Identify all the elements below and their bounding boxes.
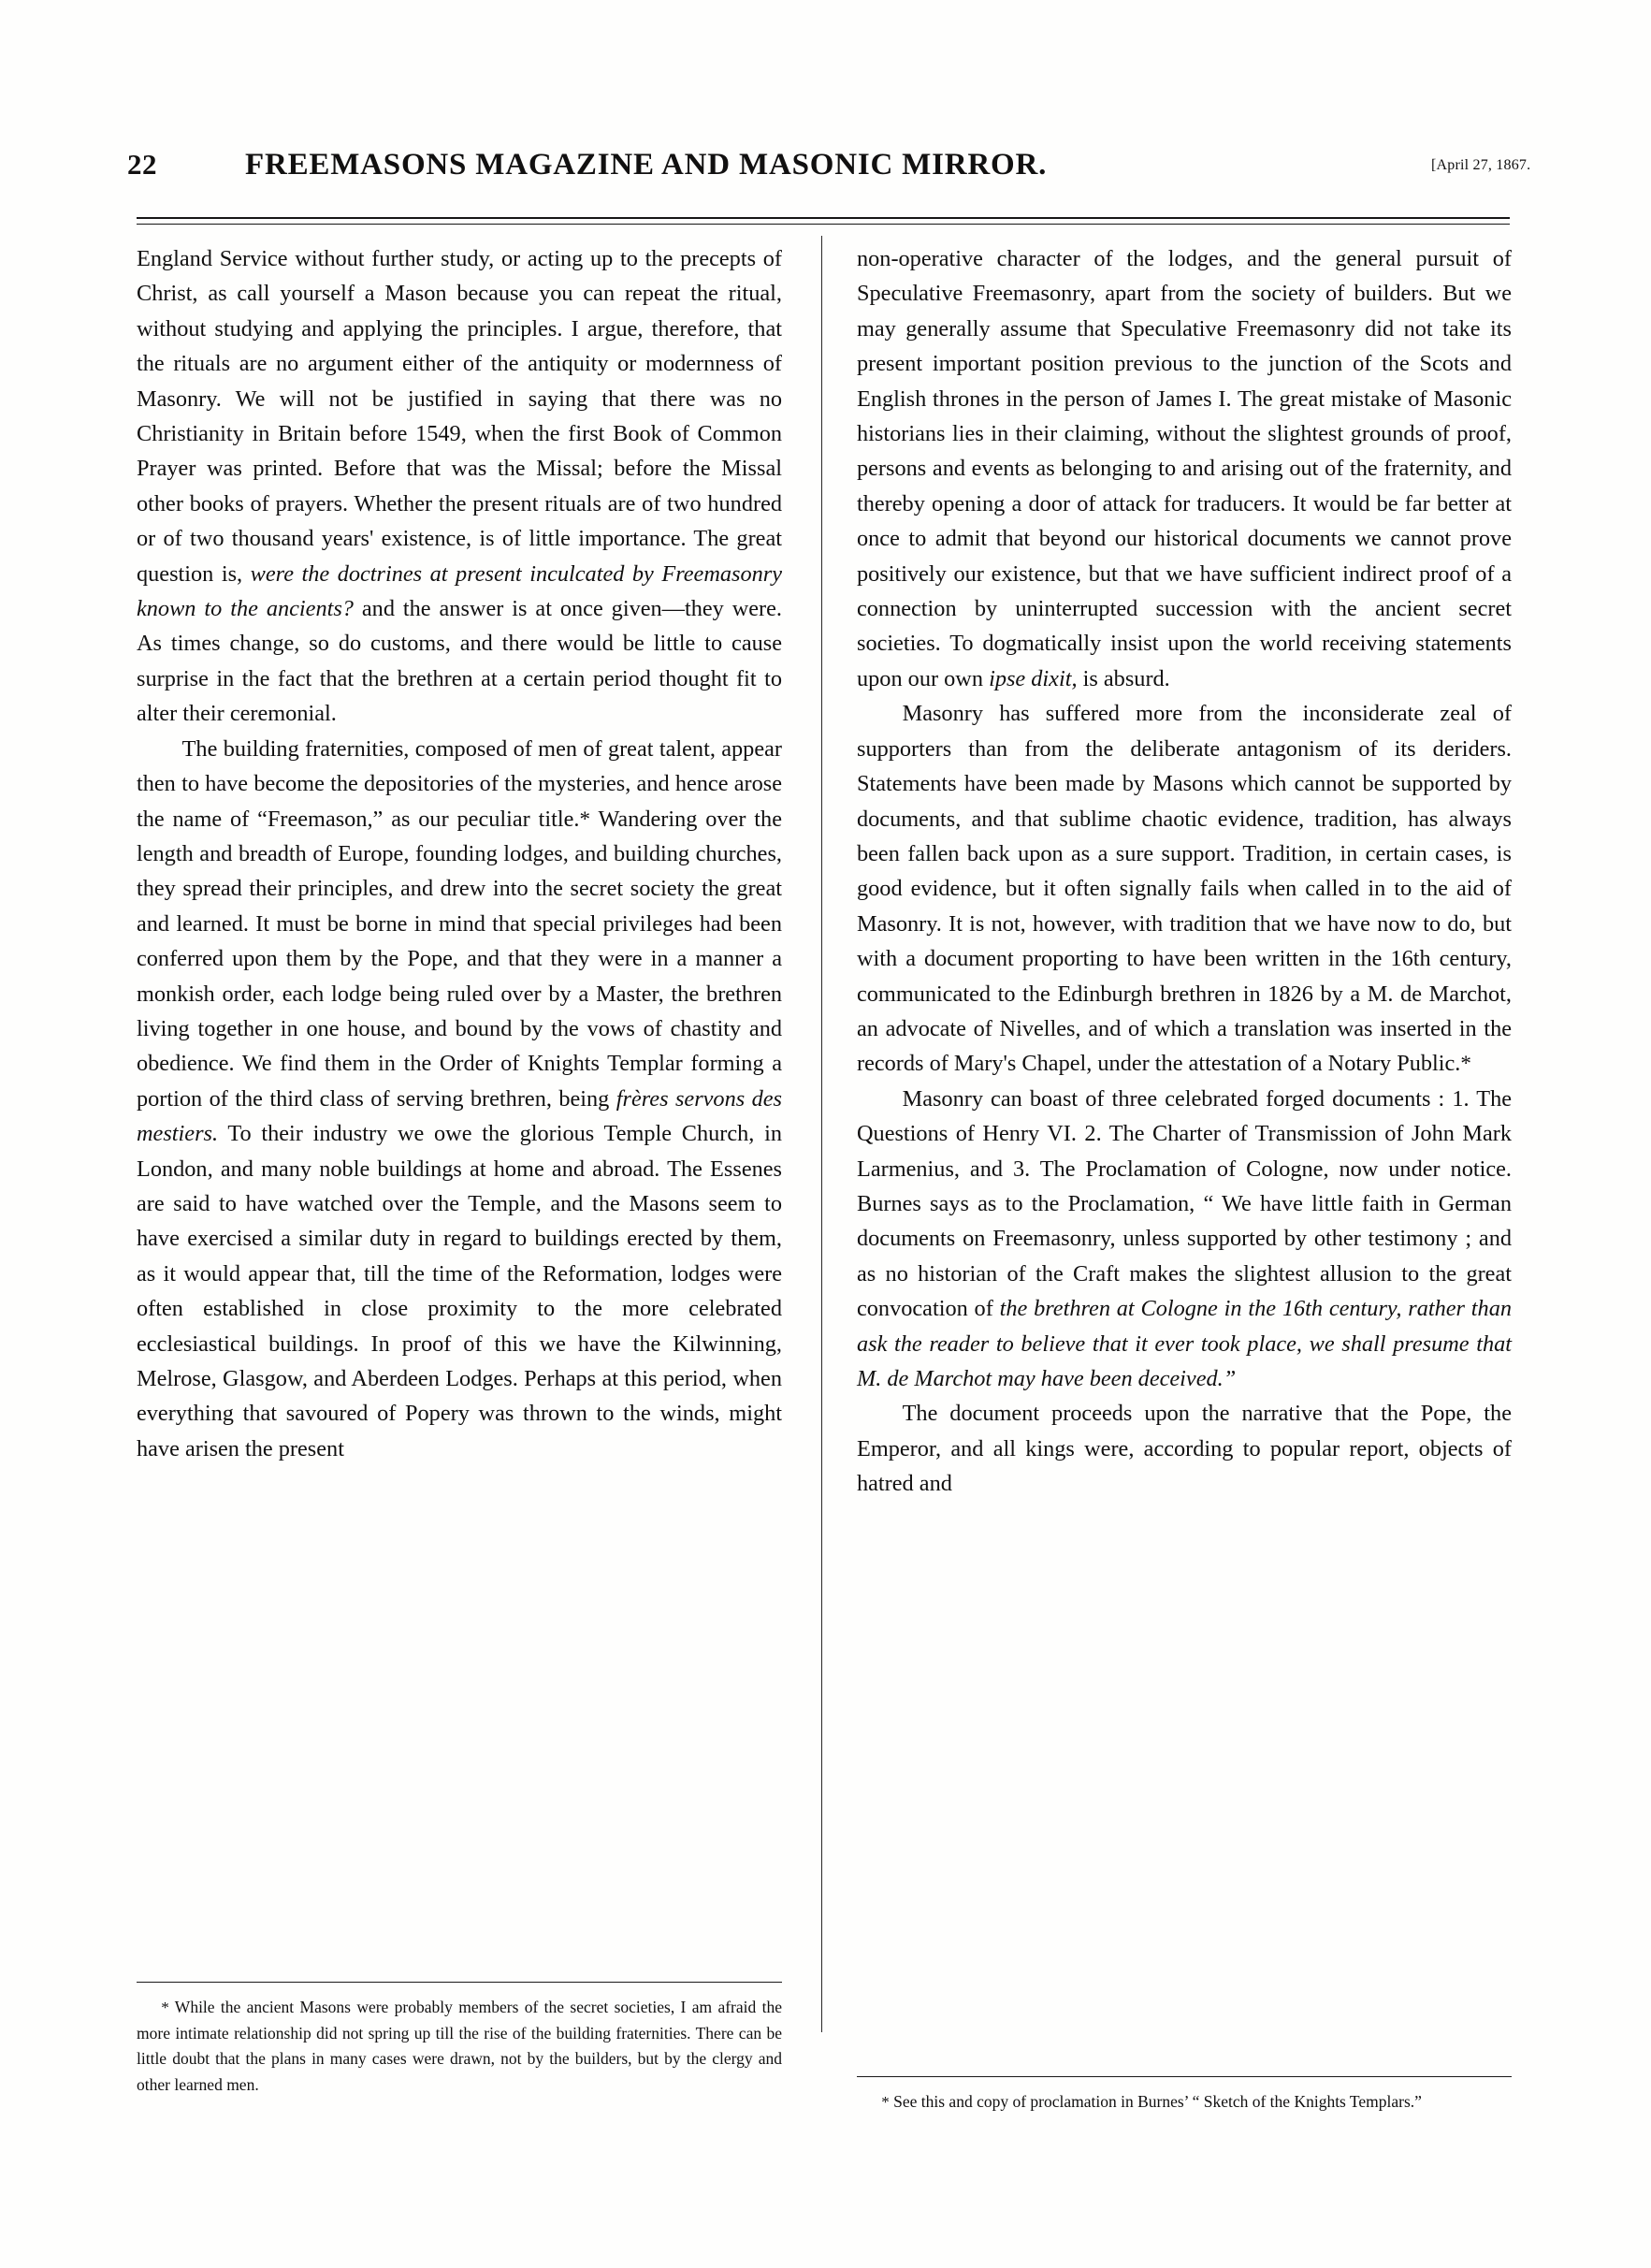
italic-phrase: were the doctrines at present inculcated by Freemasonry known to the ancients? — [137, 560, 783, 622]
paragraph-text: The document proceeds upon the narrative that the Pope, the Emperor, and all kings were, according to popular report, objects of hatred and — [857, 1401, 1512, 1497]
paragraph — [137, 241, 782, 732]
paragraph-text: Masonry can boast of three celebrated forged documents : 1. The Questions of Henry VI. 2. The Charter of Transmission of John Mark Larmenius, and 3. The Proclamation of Cologne, now under notice. Burnes says as to the Proclamation, “ We have little faith in German documents on Freemasonry, unless supported by other testimony ; and as no historian of the Craft makes the slightest allusion to the great convocation of — [857, 1085, 1512, 1322]
footnote-mark: * — [881, 2093, 890, 2111]
paragraph-text: England Service without further study, or acting up to the precepts of Christ, as call yourself a Mason because you can repeat the ritual, without studying and applying the principles. I argue, therefore, that the rituals are no argument either of the antiquity or modernness of Masonry. We will not be justified in saying that there was no Christianity in Britain before 1549, when the first Book of Common Prayer was printed. Before that was the Missal; before the Missal other books of prayers. Whether the present rituals are of two hundred or of two thousand years' existence, is of little importance. The great question is, — [137, 246, 782, 587]
right-footnote-rule — [857, 2076, 1512, 2077]
publication-title: FREEMASONS MAGAZINE AND MASONIC MIRROR. — [245, 148, 1048, 182]
footnote-text-block — [137, 1995, 782, 2098]
footnote-text-block — [857, 2089, 1512, 2115]
right-column-body — [857, 241, 1512, 1502]
paragraph — [857, 241, 1512, 696]
masthead-rule — [137, 217, 1510, 225]
footnote-mark: * — [161, 1999, 169, 2016]
left-footnote — [137, 1995, 782, 2098]
column-divider — [821, 236, 822, 2032]
page-masthead — [0, 148, 1651, 200]
paragraph — [137, 732, 782, 1467]
issue-date: [April 27, 1867. — [1431, 157, 1531, 173]
paragraph — [857, 696, 1512, 1081]
paragraph-text: The building fraternities, composed of men of great talent, appear then to have become the depositories of the mysteries, and hence arose the name of “Freemason,” as our peculiar title. — [137, 735, 782, 832]
left-column-body — [137, 241, 782, 1466]
footnote-text: While the ancient Masons were probably members of the secret societies, I am afraid the more intimate relationship did not spring up till the rise of the building fraternities. There can be little doubt that the plans in many cases were drawn, not by the builders, but by the clergy and other learned men. — [137, 1998, 783, 2094]
paragraph — [857, 1396, 1512, 1501]
footnote-text: See this and copy of proclamation in Burnes’ “ Sketch of the Knights Templars.” — [893, 2092, 1422, 2111]
paragraph — [857, 1082, 1512, 1397]
footnote-reference-mark: * — [579, 806, 591, 831]
paragraph-text: Masonry has suffered more from the inconsiderate zeal of supporters than from the deliberate antagonism of its deriders. Statements have been made by Masons which cannot be supported by documents, and that sublime chaotic evidence, tradition, has always been fallen back upon as a sure support. Tradition, in certain cases, is good evidence, but it often signally fails when called in to the aid of Masonry. It is not, however, with tradition that we have now to do, but with a document proporting to have been written in the 16th century, communicated to the Edinburgh brethren in 1826 by a M. de Marchot, an advocate of Nivelles, and of which a translation was inserted in the records of Mary's Chapel, under the attestation of a Notary Public. — [857, 701, 1512, 1077]
paragraph-text-continued: Wandering over the length and breadth of Europe, founding lodges, and building churches, they spread their principles, and drew into the secret society the great and learned. It must be borne in mind that special privileges had been conferred upon them by the Pope, and that they were in a manner a monkish order, each lodge being ruled over by a Master, the brethren living together in one house, and bound by the vows of chastity and obedience. We find them in the Order of Knights Templar forming a portion of the third class of serving brethren, being — [137, 806, 782, 1112]
italic-phrase-french: frères servons des mestiers. — [137, 1085, 782, 1147]
right-footnote — [857, 2089, 1512, 2115]
paragraph-text: non-operative character of the lodges, and the general pursuit of Speculative Freemasonry, apart from the society of builders. But we may generally assume that Speculative Freemasonry did not take its present important position previous to the junction of the Scots and English thrones in the person of James I. The great mistake of Masonic historians lies in their claiming, without the slightest grounds of proof, persons and events as belonging to and arising out of the fraternity, and thereby opening a door of attack for traducers. It would be far better at once to admit that beyond our historical documents we cannot prove positively our existence, but that we have sufficient indirect proof of a connection by uninterrupted succession with the ancient secret societies. To dogmatically insist upon the world receiving statements upon our own — [857, 246, 1512, 691]
page-number: 22 — [127, 148, 157, 181]
paragraph-text-continued: and the answer is at once given—they were. As times change, so do customs, and there would be little to cause surprise in the fact that the brethren at a certain period thought fit to alter their ceremonial. — [137, 596, 783, 727]
paragraph-text-continued-2: To their industry we owe the glorious Temple Church, in London, and many noble buildings at home and abroad. The Essenes are said to have watched over the Temple, and the Masons seem to have exercised a similar duty in regard to buildings erected by them, as it would appear that, till the time of the Reformation, lodges were often established in close proximity to the more celebrated ecclesiastical buildings. In proof of this we have the Kilwinning, Melrose, Glasgow, and Aberdeen Lodges. Perhaps at this period, when everything that savoured of Popery was thrown to the winds, might have arisen the present — [137, 1121, 782, 1461]
paragraph-text-continued: is absurd. — [1077, 665, 1170, 691]
italic-quotation: the brethren at Cologne in the 16th century, rather than ask the reader to believe that it ever took place, we shall presume that M. de Marchot may have been deceived.” — [857, 1296, 1512, 1391]
footnote-reference-mark: * — [1460, 1051, 1471, 1076]
left-footnote-rule — [137, 1982, 782, 1983]
italic-phrase-latin: ipse dixit, — [989, 665, 1078, 691]
